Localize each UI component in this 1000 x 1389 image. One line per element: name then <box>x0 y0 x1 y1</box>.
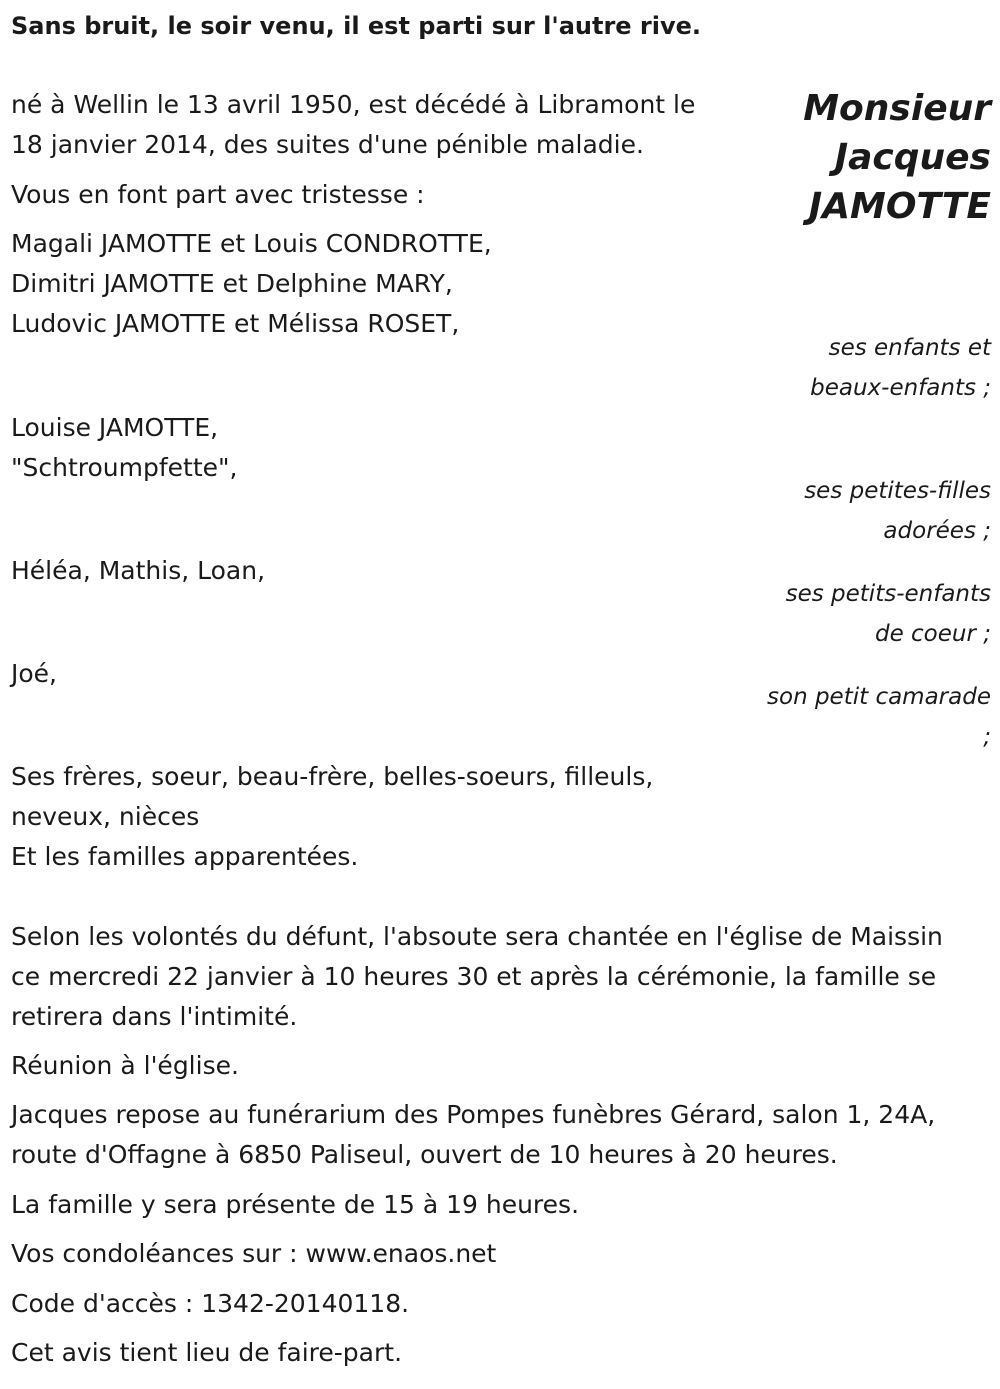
meeting-text: Réunion à l'église. <box>11 1051 239 1080</box>
deceased-title: Monsieur <box>803 88 991 129</box>
granddaughters-relation <box>804 471 991 551</box>
funeral-home-text <box>11 1095 935 1175</box>
children-names <box>11 224 492 344</box>
presence-text: La famille y sera présente de 15 à 19 heures. <box>11 1190 580 1219</box>
relation-line: ses petits-enfants <box>785 581 991 607</box>
deceased-name <box>803 84 991 231</box>
person-line: Joé, <box>11 659 57 688</box>
relation-line: adorées ; <box>883 518 991 544</box>
ceremony-text <box>11 917 943 1037</box>
heading: Sans bruit, le soir venu, il est parti sur l'autre rive. <box>11 12 702 40</box>
condolences-text: Vos condoléances sur : www.enaos.net <box>11 1239 497 1268</box>
relation-line: de coeur ; <box>874 621 991 647</box>
family-line: Et les familles apparentées. <box>11 842 359 871</box>
funeral-home-line: route d'Offagne à 6850 Paliseul, ouvert de 10 heures à 20 heures. <box>11 1140 838 1169</box>
relation-line: ses petites-filles <box>804 478 991 504</box>
person-line: Dimitri JAMOTTE et Delphine MARY, <box>11 269 453 298</box>
step-grandchildren-relation <box>786 574 991 654</box>
person-line: Ludovic JAMOTTE et Mélissa ROSET, <box>11 309 460 338</box>
children-relation <box>810 328 991 408</box>
relation-line: ; <box>983 724 991 750</box>
intro-line: né à Wellin le 13 avril 1950, est décédé à Libramont le <box>11 90 696 119</box>
ceremony-line: Selon les volontés du défunt, l'absoute sera chantée en l'église de Maissin <box>11 922 943 951</box>
deceased-first-name: Jacques <box>834 137 991 178</box>
access-code-text: Code d'accès : 1342-20140118. <box>11 1289 410 1318</box>
person-line: Louise JAMOTTE, <box>11 413 219 442</box>
ceremony-line: retirera dans l'intimité. <box>11 1002 298 1031</box>
intro-text <box>11 85 695 165</box>
funeral-home-line: Jacques repose au funérarium des Pompes funèbres Gérard, salon 1, 24A, <box>11 1100 936 1129</box>
person-line: Héléa, Mathis, Loan, <box>11 556 266 585</box>
relation-line: son petit camarade <box>767 684 991 710</box>
announce-text: Vous en font part avec tristesse : <box>11 180 425 209</box>
granddaughters-names <box>11 408 237 488</box>
ceremony-line: ce mercredi 22 janvier à 10 heures 30 et après la cérémonie, la famille se <box>11 962 937 991</box>
closing-text: Cet avis tient lieu de faire-part. <box>11 1338 403 1367</box>
relation-line: beaux-enfants ; <box>810 375 991 401</box>
relation-line: ses enfants et <box>828 335 991 361</box>
step-grandchildren-names <box>11 551 265 591</box>
family-line: neveux, nièces <box>11 802 200 831</box>
family-line: Ses frères, soeur, beau-frère, belles-soeurs, filleuls, <box>11 762 654 791</box>
companion-names <box>11 654 57 694</box>
deceased-last-name: JAMOTTE <box>808 186 991 227</box>
person-line: "Schtroumpfette", <box>11 453 238 482</box>
intro-line: 18 janvier 2014, des suites d'une pénible maladie. <box>11 130 644 159</box>
companion-relation <box>767 677 991 757</box>
person-line: Magali JAMOTTE et Louis CONDROTTE, <box>11 229 492 258</box>
family-text <box>11 757 653 877</box>
